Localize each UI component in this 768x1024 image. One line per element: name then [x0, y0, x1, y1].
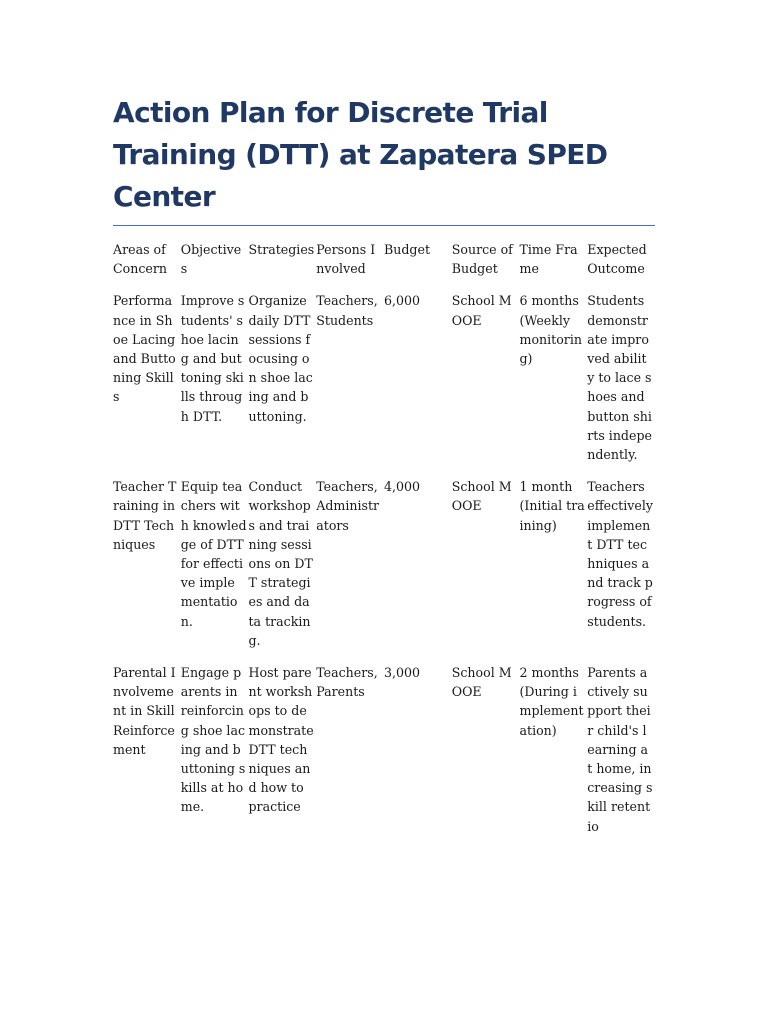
- table-cell: Parents actively support their child's learning at home, increasing skill retentio: [587, 665, 653, 834]
- action-plan-table: [113, 240, 655, 849]
- table-row: [113, 477, 655, 663]
- table-cell: Students demonstrate improved ability to lace shoes and button shirts independently.: [587, 293, 652, 463]
- header-source-of-budget: Source of Budget: [451, 242, 513, 277]
- table-cell: Teachers effectively implement DTT techniques and track progress of students.: [587, 479, 653, 629]
- table-cell: Teachers, Students: [316, 293, 378, 328]
- table-cell: Engage parents in reinforcing shoe lacing and buttoning skills at home.: [180, 665, 246, 815]
- header-time-frame: Time Frame: [519, 242, 578, 277]
- table-cell: Improve students' shoe lacing and buttoning skills through DTT.: [180, 293, 245, 424]
- table-cell: 1 month (Initial training): [519, 479, 585, 533]
- table-cell: Conduct workshops and training sessions on DTT strategies and data tracking.: [248, 479, 313, 648]
- table-cell: Host parent workshops to demonstrate DTT techniques and how to practice: [248, 665, 314, 815]
- header-persons-involved: Persons Involved: [316, 242, 376, 277]
- table-cell: 6 months (Weekly monitoring): [519, 293, 582, 367]
- table-cell: Equip teachers with knowledge of DTT for effective implementation.: [180, 479, 247, 629]
- table-header-row: [113, 240, 655, 291]
- header-areas-of-concern: Areas of Concern: [113, 242, 167, 277]
- table-cell: Teachers, Administrators: [316, 479, 380, 533]
- table-cell: School MOOE: [451, 479, 512, 514]
- table-cell: Teachers, Parents: [316, 665, 378, 700]
- table-cell: Performance in Shoe Lacing and Buttoning Skills: [113, 293, 176, 405]
- header-budget: Budget: [384, 242, 431, 257]
- table-row: [113, 663, 655, 849]
- table-cell: Teacher Training in DTT Techniques: [113, 479, 177, 552]
- table-cell: 2 months (During implementation): [519, 665, 584, 738]
- header-objectives: Objectives: [180, 242, 242, 277]
- table-cell: School MOOE: [451, 665, 512, 700]
- header-strategies: Strategies: [248, 242, 315, 257]
- header-expected-outcome: Expected Outcome: [587, 242, 647, 277]
- table-cell: Parental Involvement in Skill Reinforcement: [113, 665, 176, 757]
- table-cell: 6,000: [384, 293, 421, 309]
- table-cell: 4,000: [384, 479, 421, 495]
- table-cell: School MOOE: [451, 293, 512, 328]
- document-page: [113, 92, 655, 849]
- table-cell: Organize daily DTT sessions focusing on shoe lacing and buttoning.: [248, 293, 313, 424]
- table-cell: 3,000: [384, 665, 421, 681]
- table-row: [113, 291, 655, 477]
- document-title: Action Plan for Discrete Trial Training (DTT) at Zapatera SPED Center: [113, 92, 655, 226]
